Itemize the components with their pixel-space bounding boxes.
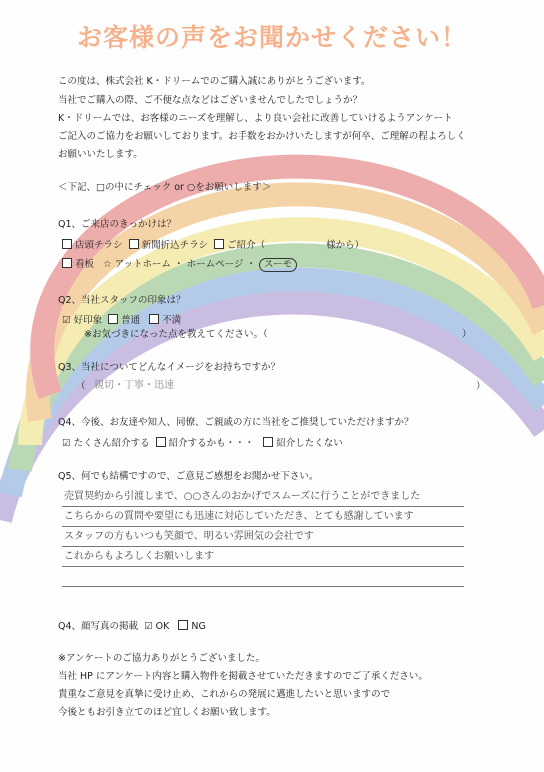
- checkbox[interactable]: [62, 239, 72, 249]
- q5-answer-line[interactable]: 売買契約から引渡しまで、○○さんのおかげでスムーズに行うことができました: [64, 491, 421, 502]
- checkbox-checked[interactable]: ☑: [144, 621, 153, 632]
- q5-question: Q5、何でも結構ですので、ご意見ご感想をお聞かせ下さい。: [58, 471, 319, 482]
- answer-line: [62, 546, 464, 547]
- option-label-circled[interactable]: スーモ: [259, 258, 297, 272]
- star-icon: ☆: [103, 259, 112, 270]
- option-label: たくさん紹介する: [73, 438, 150, 449]
- footer-line: ※アンケートのご協力ありがとうございました。: [58, 653, 265, 664]
- q3-answer[interactable]: 親切・丁寧・迅速: [94, 380, 174, 391]
- option-label: 店頭チラシ: [75, 240, 123, 251]
- checkbox[interactable]: [129, 239, 139, 249]
- option-label: 不満: [162, 315, 182, 326]
- checkbox[interactable]: [263, 437, 273, 447]
- option-label: ホームページ: [186, 259, 244, 270]
- option-label: NG: [191, 621, 206, 632]
- option-label: 紹介したくない: [276, 438, 343, 449]
- checkbox[interactable]: [62, 258, 72, 268]
- instruction-text: ＜下記、□の中にチェック or ○をお願いします＞: [58, 182, 272, 193]
- option-label: ご紹介（: [227, 240, 266, 251]
- intro-line: ご記入のご協力をお願いしております。お手数をおかけいたしますが何卒、ご理解の程よろしく: [58, 131, 466, 142]
- option-label: 好印象: [73, 315, 103, 326]
- intro-line: 当社でご購入の際、ご不便な点などはございませんでしたでしょうか？: [58, 95, 363, 106]
- q1-row1: [62, 239, 364, 251]
- q5-answer-line[interactable]: これからもよろしくお願いします: [64, 551, 214, 562]
- q1-row2: [62, 258, 297, 272]
- q4-question: Q4、今後、お友達や知人、同僚、ご親戚の方に当社をご推奨していただけますか？: [58, 417, 414, 428]
- option-label: 様から）: [326, 240, 365, 251]
- checkbox[interactable]: [214, 239, 224, 249]
- paren-open: （: [76, 381, 86, 392]
- q5-answer-line[interactable]: スタッフの方もいつも笑顔で、明るい雰囲気の会社です: [64, 531, 314, 542]
- intro-line: お願いいたします。: [58, 149, 143, 160]
- intro-line: K・ドリームでは、お客様のニーズを理解し、より良い会社に改善していけるようアンケート: [58, 113, 453, 124]
- separator: ・: [174, 259, 184, 270]
- checkbox[interactable]: [156, 437, 166, 447]
- answer-line: [62, 566, 464, 567]
- option-label: 普通: [121, 315, 141, 326]
- q2-question: Q2、当社スタッフの印象は？: [58, 295, 186, 306]
- q4-options: [62, 437, 343, 449]
- option-label: 紹介するかも・・・: [168, 438, 255, 449]
- page-title: お客様の声をお聞かせください！: [76, 23, 467, 52]
- option-label: 新聞折込チラシ: [141, 240, 209, 251]
- q1-question: Q1、ご来店のきっかけは？: [58, 219, 177, 230]
- q2-followup: ※お気づきになった点を教えてください。（: [84, 329, 268, 340]
- footer-line: 貴重なご意見を真摯に受け止め、これからの発展に邁進したいと思いますので: [58, 689, 391, 700]
- checkbox-checked[interactable]: ☑: [62, 438, 71, 449]
- answer-line: [62, 506, 464, 507]
- paren-close: ）: [462, 329, 472, 340]
- q3-question: Q3、当社についてどんなイメージをお持ちですか？: [58, 362, 280, 373]
- footer-line: 今後ともお引き立てのほど宜しくお願い致します。: [58, 707, 276, 718]
- q5-answer-line[interactable]: こちらからの質問や要望にも迅速に対応していただき、とても感謝しています: [64, 511, 414, 522]
- option-label: OK: [155, 621, 170, 632]
- checkbox[interactable]: [108, 314, 118, 324]
- answer-line: [62, 586, 464, 587]
- q6-question: [58, 620, 206, 632]
- q6-label: Q4、顔写真の掲載: [58, 621, 139, 632]
- option-label: アットホーム: [114, 259, 171, 270]
- option-label: 看板: [75, 259, 95, 270]
- checkbox[interactable]: [149, 314, 159, 324]
- checkbox-checked[interactable]: ☑: [62, 315, 71, 326]
- paren-close: ）: [476, 381, 486, 392]
- intro-line: この度は、株式会社 K・ドリームでのご購入誠にありがとうございます。: [58, 76, 371, 87]
- footer-line: 当社 HP にアンケート内容と購入物件を掲載させていただきますのでご了承ください。: [58, 671, 428, 682]
- answer-line: [62, 526, 464, 527]
- q2-options: [62, 314, 181, 326]
- checkbox[interactable]: [178, 620, 188, 630]
- separator: ・: [246, 259, 256, 270]
